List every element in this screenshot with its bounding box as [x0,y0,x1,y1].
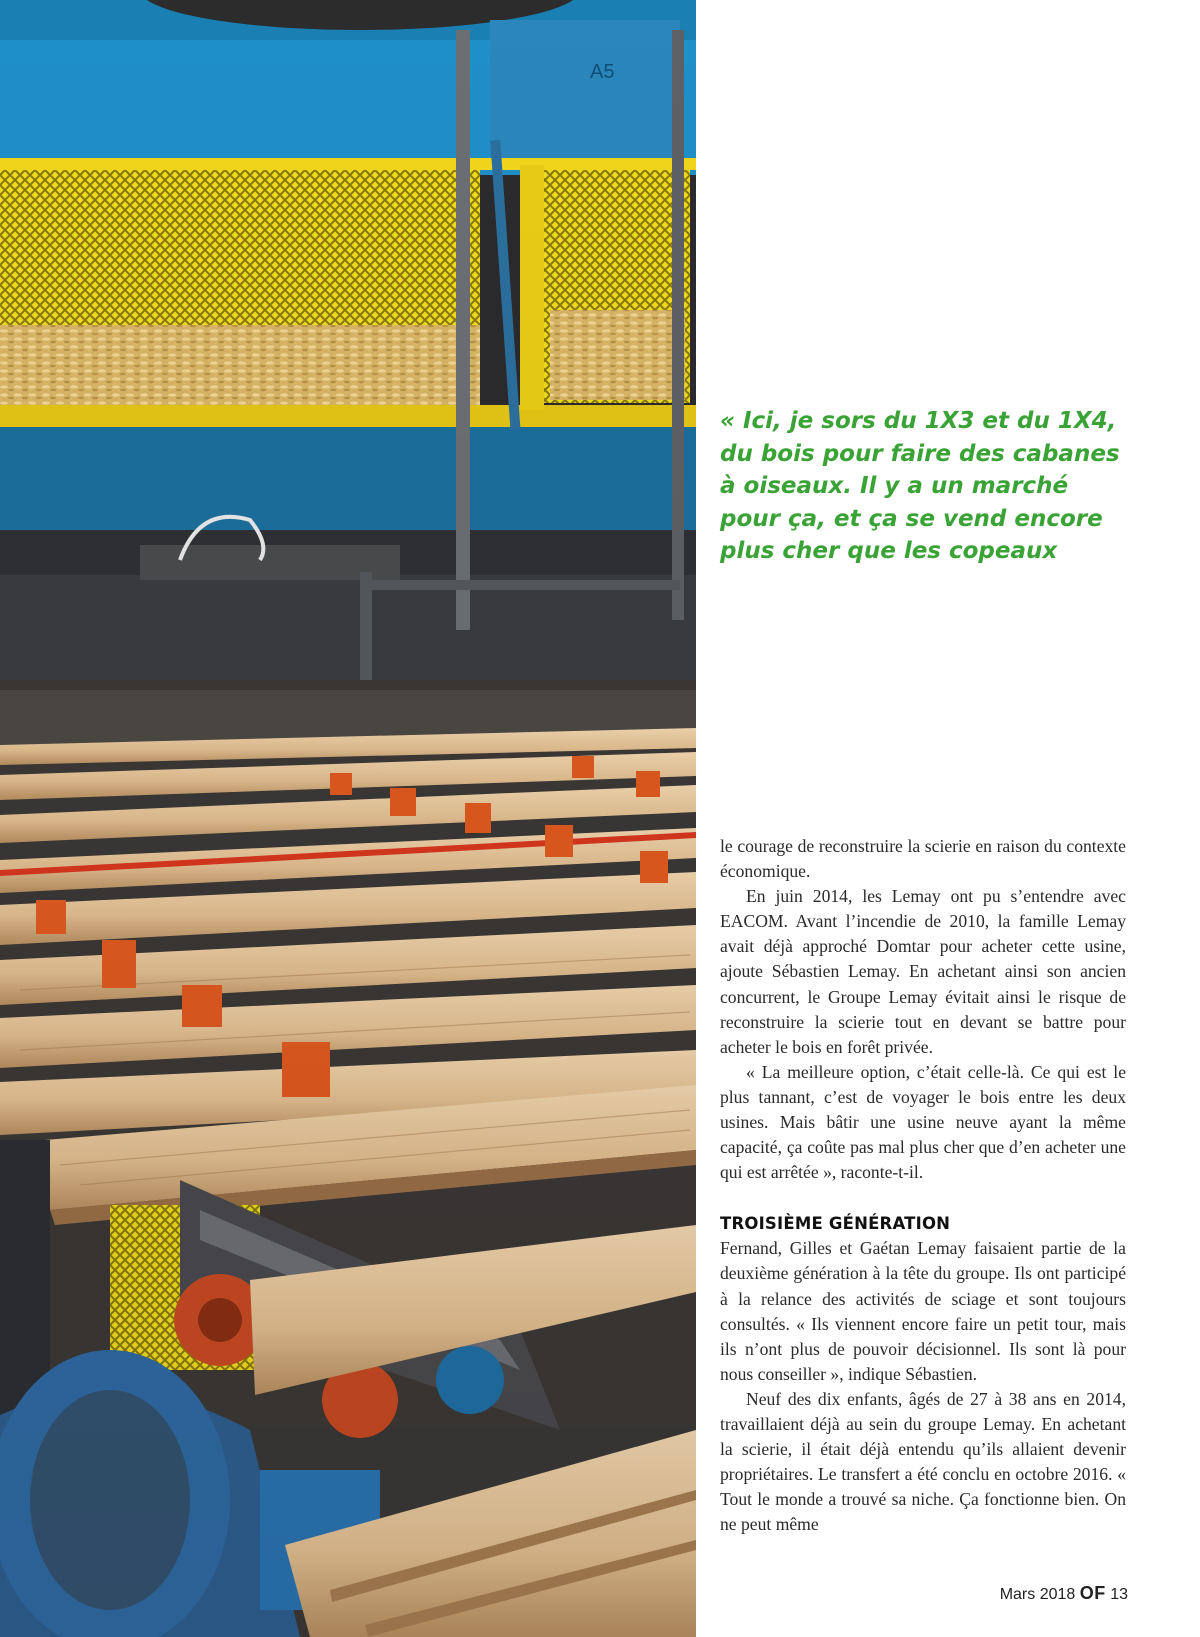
page-footer [1000,1583,1128,1604]
article-paragraph: Neuf des dix enfants, âgés de 27 à 38 ans en 2014, travaillaient déjà au sein du groupe Lemay. En achetant la scierie, il était déjà entendu qu’ils allaient devenir propriétaires. Le transfert a été conclu en octobre 2016. « Tout le monde a trouvé sa niche. Ça fonctionne bien. On ne peut même [720,1388,1126,1535]
article-paragraph: le courage de reconstruire la scierie en raison du contexte économique. [720,836,1126,882]
issue-date: Mars 2018 [999,1586,1076,1603]
article-paragraph: En juin 2014, les Lemay ont pu s’entendre avec EACOM. Avant l’incendie de 2010, la famille Lemay avait déjà approché Domtar pour acheter cette usine, ajoute Sébastien Lemay. En achetant ainsi son ancien concurrent, le Groupe Lemay évitait ainsi le risque de reconstruire la scierie tout en devant se battre pour acheter le bois en forêt privée. [720,886,1126,1057]
article-column [720,834,1126,1537]
section-heading: TROISIÈME GÉNÉRATION [720,1214,951,1234]
magazine-logo: OF [1079,1583,1106,1603]
page-number: 13 [1110,1586,1128,1603]
machine-label: A5 [590,61,615,83]
article-paragraph: Fernand, Gilles et Gaétan Lemay faisaient partie de la deuxième génération à la tête du groupe. Ils ont participé à la relance des activités de sciage et sont toujours consultés. « Ils viennent encore faire un petit tour, mais ils n’ont plus de pouvoir décisionnel. Ils sont là pour nous conseiller », indique Sébastien. [720,1238,1126,1384]
pull-quote: « Ici, je sors du 1X3 et du 1X4, du bois pour faire des cabanes à oiseaux. Il y a un marché pour ça, et ça se vend encore plus cher que les copeaux [720,408,1120,564]
article-paragraph: « La meilleure option, c’était celle-là. Ce qui est le plus tannant, c’est de voyager le bois entre les deux usines. Mais bâtir une usine neuve ayant la même capacité, ça coûte pas mal plus cher que d’en acheter une qui est arrêtée », raconte-t-il. [720,1061,1126,1183]
